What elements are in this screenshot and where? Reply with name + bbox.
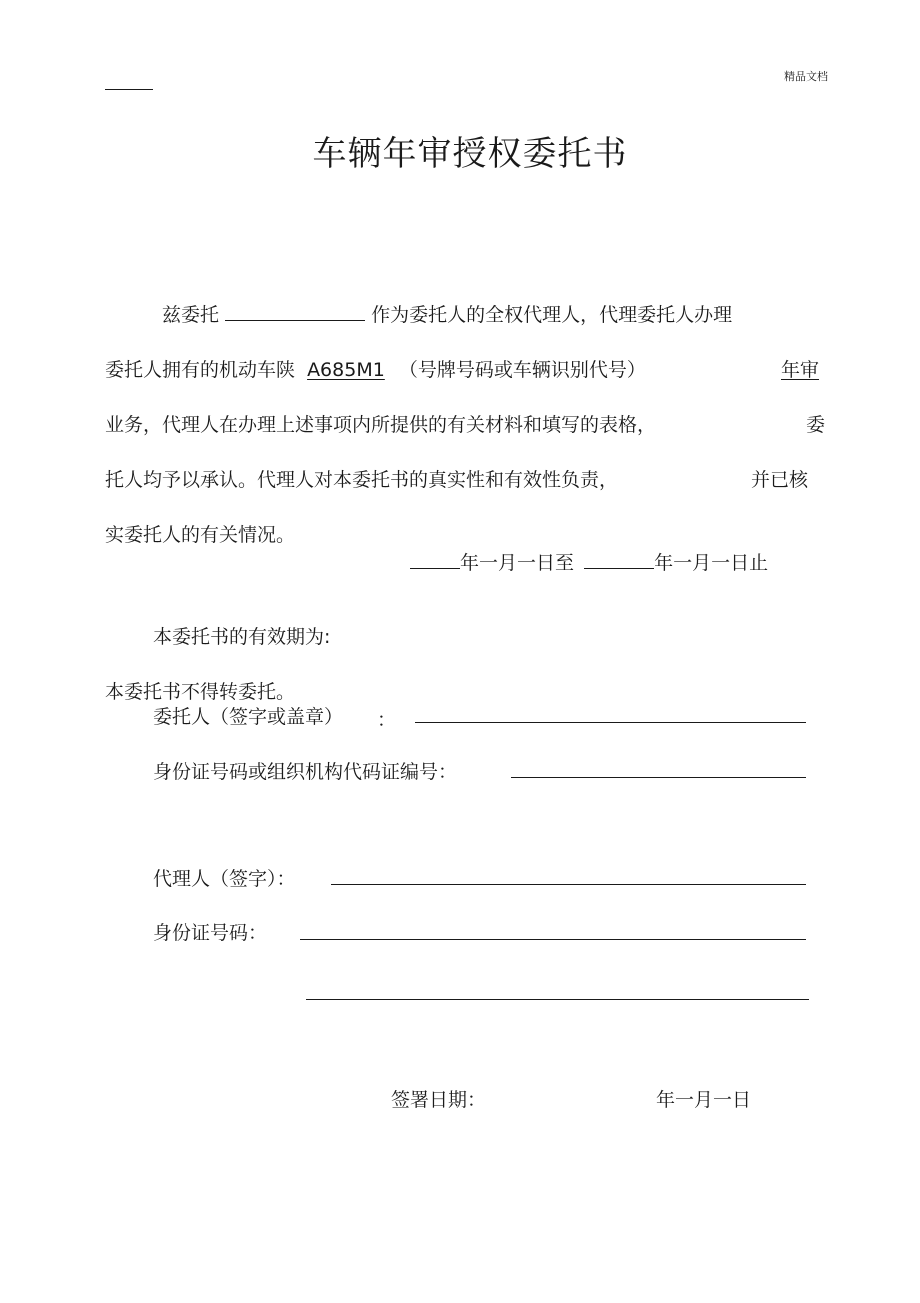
paragraph-line-1 xyxy=(162,300,732,327)
validity-range-end: 年一月一日止 xyxy=(654,552,769,574)
header-note: 精品文档 xyxy=(784,70,828,83)
vehicle-prefix: 委托人拥有的机动车陕 xyxy=(105,359,296,381)
agent-id-line[interactable] xyxy=(300,939,806,940)
validity-range-start: 年一月一日至 xyxy=(460,552,575,574)
start-year-blank[interactable] xyxy=(410,567,460,569)
paragraph-line-4: 托人均予以承认。代理人对本委托书的真实性和有效性负责， xyxy=(105,469,619,491)
paragraph-line-2 xyxy=(105,355,646,382)
principal-id-line[interactable] xyxy=(511,777,806,778)
agent-name-blank[interactable] xyxy=(225,319,365,321)
header-rule xyxy=(105,89,153,90)
entrust-prefix: 兹委托 xyxy=(162,304,220,326)
paragraph-line-3: 业务，代理人在办理上述事项内所提供的有关材料和填写的表格， xyxy=(105,414,657,436)
agent-signature-line[interactable] xyxy=(331,884,806,885)
annual-review-text: 年审 xyxy=(781,359,820,381)
page-title: 车辆年审授权委托书 xyxy=(312,134,628,174)
agent-id-label: 身份证号码： xyxy=(153,922,268,944)
paragraph-line-4-end: 并已核 xyxy=(751,469,809,491)
entrust-suffix: 作为委托人的全权代理人，代理委托人办理 xyxy=(371,304,733,326)
principal-colon: ： xyxy=(377,709,397,731)
signing-date-label: 签署日期： xyxy=(391,1089,487,1111)
principal-signature-line[interactable] xyxy=(415,722,806,723)
signing-date-value: 年一月一日 xyxy=(656,1089,752,1111)
plate-hint: （号牌号码或车辆识别代号） xyxy=(398,359,646,381)
end-year-blank[interactable] xyxy=(584,567,654,569)
agent-label: 代理人（签字）： xyxy=(153,868,296,890)
no-transfer-note: 本委托书不得转委托。 xyxy=(105,681,296,703)
principal-id-label: 身份证号码或组织机构代码证编号： xyxy=(153,761,458,783)
validity-range xyxy=(410,548,768,575)
paragraph-line-5: 实委托人的有关情况。 xyxy=(105,524,296,546)
paragraph-line-3-end: 委 xyxy=(806,414,826,436)
principal-label: 委托人（签字或盖章） xyxy=(153,706,344,728)
extra-blank-line[interactable] xyxy=(306,999,809,1000)
plate-number: A685M1 xyxy=(307,359,385,381)
validity-label: 本委托书的有效期为: xyxy=(153,626,331,648)
